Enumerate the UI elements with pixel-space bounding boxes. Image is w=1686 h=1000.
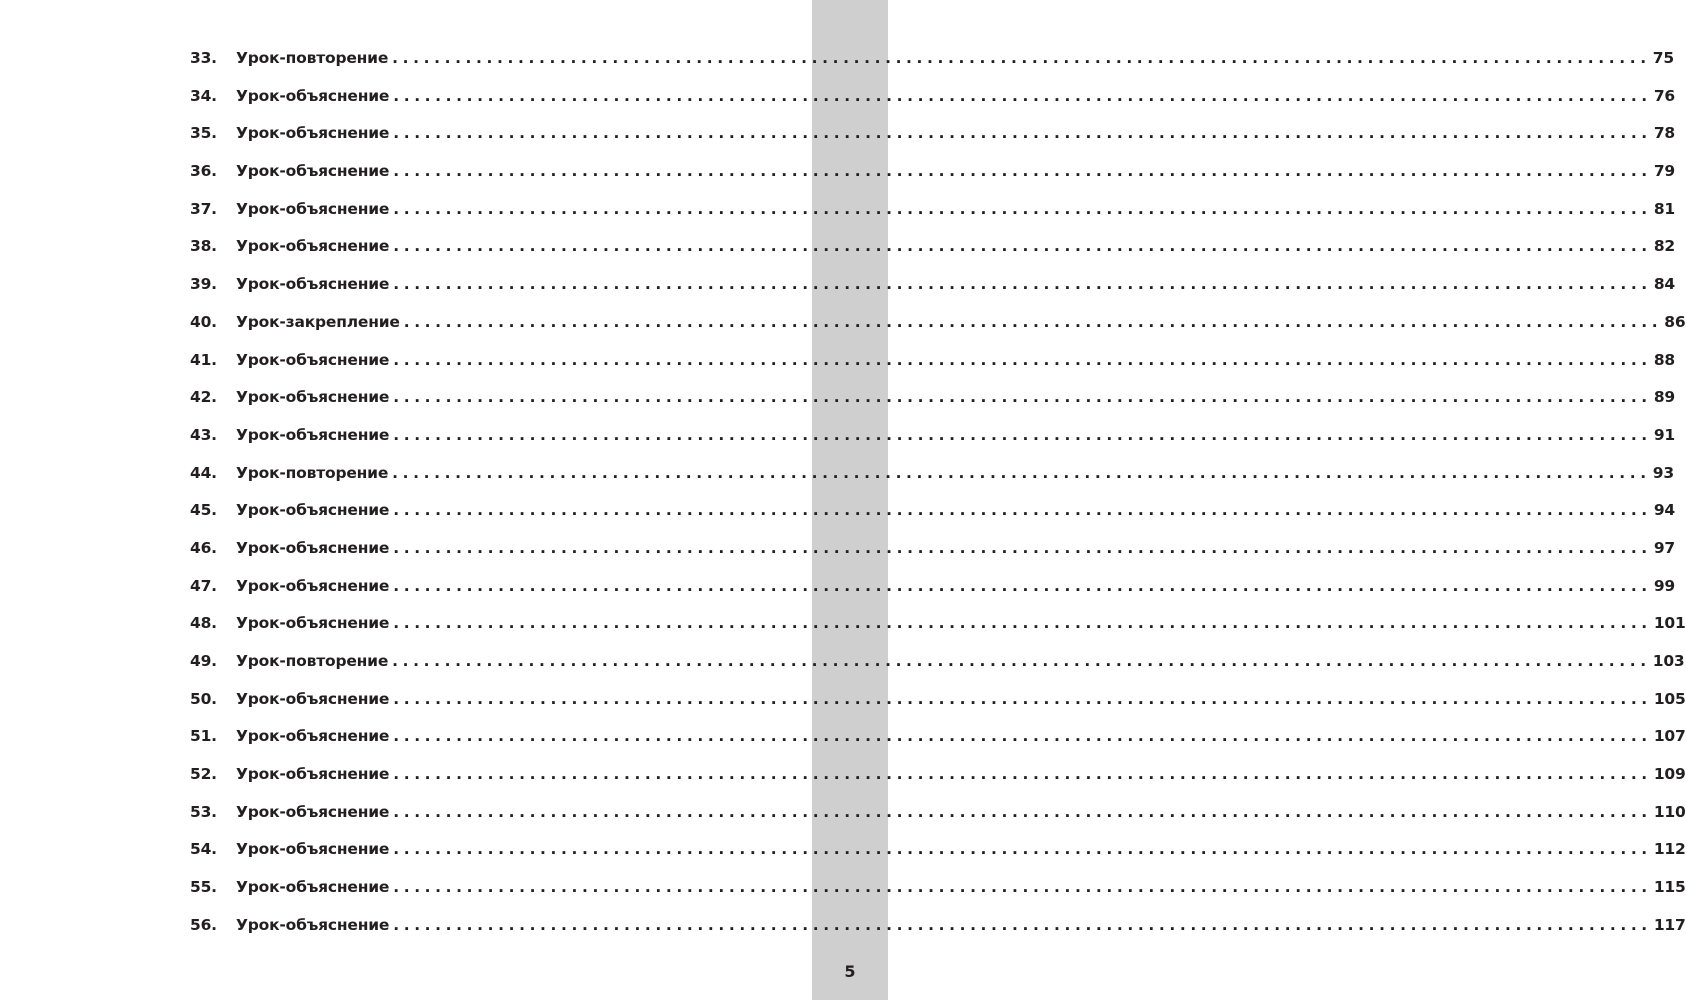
toc-entry-number: 33. [190,49,217,67]
toc-entry-number: 38. [190,237,217,256]
toc-entry [190,765,1686,803]
toc-entry [190,538,1675,577]
toc-entry-page: 94 [1653,501,1675,520]
toc-entry-page: 82 [1653,237,1675,256]
toc-dot-leader: ........................................................................................................................ [393,388,1652,407]
toc-entry-title: Урок-объяснение [236,275,390,294]
toc-entry-number: 48. [190,614,217,633]
toc-dot-leader: ........................................................................................................................ [393,614,1652,633]
toc-entry-page: 86 [1664,312,1686,331]
toc-entry-number: 47. [190,576,217,595]
toc-dot-leader: ........................................................................................................................ [393,501,1652,520]
toc-entry-title: Урок-объяснение [236,727,390,746]
toc-entry-number: 51. [190,727,217,746]
toc-entry-title: Урок-объяснение [236,388,390,407]
toc-entry-title: Урок-объяснение [236,162,390,181]
toc-entry-title: Урок-повторение [236,463,389,482]
page-number: 5 [844,962,856,981]
toc-entry-title: Урок-объяснение [236,350,390,369]
toc-entry [190,727,1686,765]
toc-dot-leader: ........................................................................................................................ [393,538,1652,557]
toc-entry-number: 42. [190,388,217,407]
toc-dot-leader: ........................................................................................................................ [393,576,1652,595]
toc-entry [190,614,1686,652]
toc-dot-leader: ........................................................................................................................ [393,162,1652,181]
toc-entry [190,501,1675,539]
toc-entry-title: Урок-закрепление [236,312,400,331]
toc-dot-leader: ........................................................................................................................ [393,765,1652,784]
toc-entry-number: 55. [190,878,217,897]
toc-entry [190,49,1674,87]
toc-entry [190,915,1686,954]
table-of-contents [190,49,1686,954]
toc-entry-page: 75 [1652,49,1674,67]
toc-entry [190,388,1675,426]
toc-entry [190,652,1685,690]
toc-entry [190,199,1675,238]
toc-entry-page: 79 [1653,162,1675,181]
toc-dot-leader: ........................................................................................................................ [393,689,1652,708]
toc-dot-leader: ........................................................................................................................ [393,915,1652,934]
toc-entry-title: Урок-объяснение [236,425,390,444]
toc-dot-leader: ........................................................................................................................ [392,652,1651,670]
toc-entry-page: 109 [1653,765,1686,784]
toc-entry-number: 35. [190,124,217,143]
toc-entry [190,425,1675,464]
toc-entry-number: 46. [190,538,217,557]
toc-entry [190,689,1686,728]
toc-entry-page: 99 [1653,576,1675,595]
toc-entry-page: 110 [1653,802,1686,821]
toc-entry-title: Урок-объяснение [236,199,390,218]
toc-entry-number: 56. [190,915,217,934]
toc-entry-page: 76 [1653,86,1675,105]
toc-entry-title: Урок-объяснение [236,878,390,897]
toc-dot-leader: ........................................................................................................................ [393,802,1652,821]
toc-dot-leader: ........................................................................................................................ [393,275,1652,294]
toc-entry-page: 91 [1653,425,1675,444]
toc-entry [190,275,1675,313]
toc-entry-number: 52. [190,765,217,784]
toc-entry-page: 115 [1653,878,1686,897]
toc-entry-title: Урок-объяснение [236,765,390,784]
toc-entry-title: Урок-объяснение [236,538,390,557]
toc-dot-leader: ........................................................................................................................ [393,727,1652,746]
toc-entry-number: 41. [190,350,217,369]
toc-entry-title: Урок-объяснение [236,237,390,256]
toc-entry-title: Урок-объяснение [236,124,390,143]
toc-entry-page: 107 [1653,727,1686,746]
toc-entry-page: 81 [1653,199,1675,218]
toc-entry-page: 89 [1653,388,1675,407]
toc-entry [190,162,1675,200]
toc-entry [190,463,1674,502]
toc-dot-leader: ........................................................................................................................ [393,199,1652,218]
toc-entry-number: 36. [190,162,217,181]
toc-dot-leader: ........................................................................................................................ [393,425,1652,444]
toc-entry [190,576,1675,615]
toc-dot-leader: ........................................................................................................................ [393,86,1652,105]
toc-entry-number: 43. [190,425,217,444]
toc-entry-page: 105 [1653,689,1686,708]
toc-entry-number: 49. [190,652,217,670]
toc-entry-title: Урок-объяснение [236,915,390,934]
toc-entry-page: 112 [1653,840,1686,859]
toc-entry-title: Урок-объяснение [236,501,390,520]
toc-entry-title: Урок-объяснение [236,802,390,821]
toc-dot-leader: ........................................................................................................................ [403,312,1663,331]
toc-entry-title: Урок-объяснение [236,689,390,708]
toc-entry [190,312,1686,351]
toc-dot-leader: ........................................................................................................................ [392,49,1651,67]
toc-entry [190,86,1675,125]
toc-entry-title: Урок-объяснение [236,86,390,105]
toc-entry-page: 93 [1652,463,1674,482]
toc-entry-page: 97 [1653,538,1675,557]
toc-entry-page: 88 [1653,350,1675,369]
toc-entry-number: 50. [190,689,217,708]
toc-entry-number: 39. [190,275,217,294]
toc-dot-leader: ........................................................................................................................ [393,124,1652,143]
toc-entry-page: 117 [1653,915,1686,934]
toc-dot-leader: ........................................................................................................................ [392,463,1651,482]
toc-entry [190,802,1686,841]
toc-entry-number: 53. [190,802,217,821]
toc-entry [190,878,1686,916]
toc-entry [190,350,1675,389]
toc-entry-title: Урок-объяснение [236,614,390,633]
toc-entry [190,124,1675,162]
toc-entry [190,237,1675,275]
toc-dot-leader: ........................................................................................................................ [393,840,1652,859]
toc-dot-leader: ........................................................................................................................ [393,350,1652,369]
toc-entry-title: Урок-повторение [236,49,389,67]
toc-entry-title: Урок-объяснение [236,840,390,859]
toc-entry-title: Урок-повторение [236,652,389,670]
toc-entry-page: 103 [1652,652,1685,670]
toc-dot-leader: ........................................................................................................................ [393,237,1652,256]
toc-dot-leader: ........................................................................................................................ [393,878,1652,897]
toc-entry [190,840,1686,878]
toc-entry-number: 45. [190,501,217,520]
toc-entry-number: 37. [190,199,217,218]
toc-entry-number: 34. [190,86,217,105]
toc-entry-page: 78 [1653,124,1675,143]
toc-entry-title: Урок-объяснение [236,576,390,595]
toc-entry-page: 84 [1653,275,1675,294]
toc-entry-number: 40. [190,312,217,331]
toc-entry-page: 101 [1653,614,1686,633]
toc-entry-number: 54. [190,840,217,859]
toc-entry-number: 44. [190,463,217,482]
